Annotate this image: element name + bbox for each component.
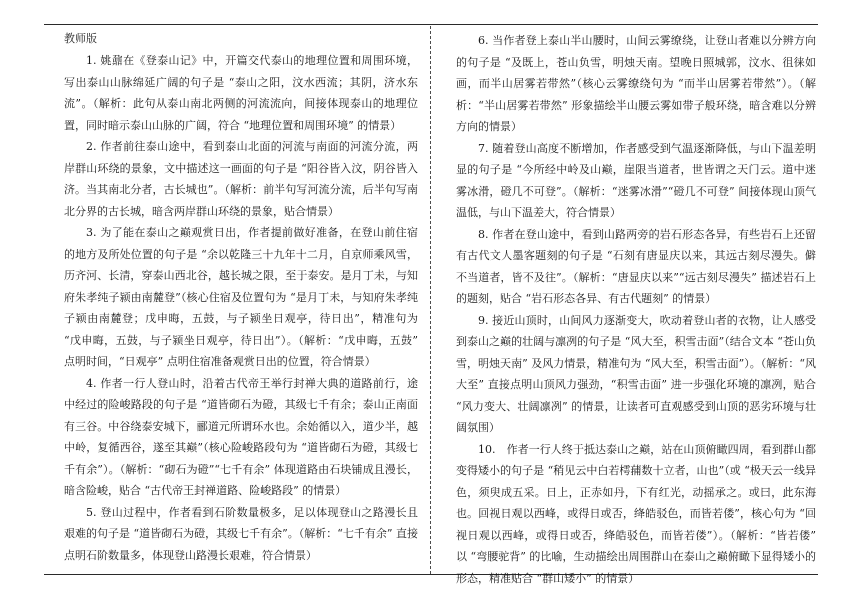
question-10: 10. 作者一行人终于抵达泰山之巅，站在山顶俯瞰四周，看到群山都变得矮小的句子是 “稍见云中白若樗蒱数十立者，山也”（或 “极天云一线异色，须臾成五采。日上，正赤如丹，下有红光，动摇承之。或曰，此东海也。回视日观以西峰，或得日或否，绛皓驳色，而皆若偻”，核心句为 “回视日观以西峰，或得日或否，绛皓驳色，而皆若偻”）。（解析：“皆若偻” 以 “弯腰驼背” 的比喻，生动描绘出周围群山在泰山之巅俯瞰下显得矮小的形态，精准贴合 “群山矮小” 的情景） [456,442,816,585]
question-2: 2. 作者前往泰山途中，看到泰山北面的河流与南面的河流分流，两岸群山环绕的景象，文中描述这一画面的句子是 “阳谷皆入汶，阴谷皆入济。当其南北分者，古长城也”。（解析：前半句写河流分流，后半句写南北分界的古长城，暗含两岸群山环绕的景象，贴合情景） [64,140,418,218]
left-column [64,30,418,566]
right-column [456,30,816,589]
question-4: 4. 作者一行人登山时，沿着古代帝王举行封禅大典的道路前行，途中经过的险峻路段的句子是 “道皆砌石为磴，其级七千有余；泰山正南面有三谷。中谷绕泰安城下，郦道元所谓环水也。余始循以入，道少半，越中岭，复循西谷，遂至其巅”（核心险峻路段句为 “道皆砌石为磴，其级七千有余”）。（解析：“砌石为磴”“七千有余” 体现道路由石块铺成且漫长，暗含险峻，贴合 “古代帝王封禅道路、险峻路段” 的情景） [64,376,418,497]
question-9: 9. 接近山顶时，山间风力逐渐变大，吹动着登山者的衣物，让人感受到泰山之巅的壮阔与凛冽的句子是 “风大至，积雪击面”（结合文本 “苍山负雪，明烛天南” 及风力情景，精准句为 “风大至，积雪击面”）。（解析：“风大至” 直接点明山顶风力强劲，“积雪击面” 进一步强化环境的凛冽，贴合 “风力变大、壮阔凛冽” 的情景，让读者可直观感受到山顶的恶劣环境与壮阔氛围） [456,313,816,434]
page-header-label: 教师版 [64,32,97,45]
question-3: 3. 为了能在泰山之巅观赏日出，作者提前做好准备，在登山前住宿的地方及所处位置的句子是 “余以乾隆三十九年十二月，自京师乘风雪，历齐河、长清，穿泰山西北谷，越长城之限，至于泰安。是月丁未，与知府朱孝纯子颍由南麓登”（核心住宿及位置句为 “是月丁未，与知府朱孝纯子颍由南麓登；戊申晦，五鼓，与子颍坐日观亭，待日出”，精准句为 “戊申晦，五鼓，与子颍坐日观亭，待日出”）。（解析：“戊申晦，五鼓” 点明时间，“日观亭” 点明住宿准备观赏日出的位置，符合情景） [64,226,418,368]
column-divider [430,26,431,574]
question-5: 5. 登山过程中，作者看到石阶数量极多，足以体现登山之路漫长且艰难的句子是 “道皆砌石为磴，其级七千有余”。（解析：“七千有余” 直接点明石阶数量多，体现登山路漫长艰难，符合情景） [64,505,418,562]
question-7: 7. 随着登山高度不断增加，作者感受到气温逐渐降低，与山下温差明显的句子是 “今所经中岭及山巅，崖限当道者，世皆谓之天门云。道中迷雾冰滑，磴几不可登”。（解析：“迷雾冰滑”“磴几不可登” 间接体现山顶气温低，与山下温差大，符合情景） [456,141,816,219]
top-rule [44,24,818,25]
question-8: 8. 作者在登山途中，看到山路两旁的岩石形态各异，有些岩石上还留有古代文人墨客题刻的句子是 “石刻有唐显庆以来，其远古刻尽漫失。僻不当道者，皆不及往”。（解析：“唐显庆以来”“远古刻尽漫失” 描述岩石上的题刻，贴合 “岩石形态各异、有古代题刻” 的情景） [456,227,816,305]
question-1: 1. 姚鼐在《登泰山记》中，开篇交代泰山的地理位置和周围环境，写出泰山山脉绵延广阔的句子是 “泰山之阳，汶水西流；其阴，济水东流”。（解析：此句从泰山南北两侧的河流流向，间接体现泰山的地理位置，同时暗示泰山山脉的广阔，符合 “地理位置和周围环境” 的情景） [64,54,418,132]
question-6: 6. 当作者登上泰山半山腰时，山间云雾缭绕，让登山者难以分辨方向的句子是 “及既上，苍山负雪，明烛天南。望晚日照城郭，汶水、徂徕如画，而半山居雾若带然”（核心云雾缭绕句为 “而半山居雾若带然”）。（解析：“半山居雾若带然” 形象描绘半山腰云雾如带子般环绕，暗含难以分辨方向的情景） [456,34,816,133]
